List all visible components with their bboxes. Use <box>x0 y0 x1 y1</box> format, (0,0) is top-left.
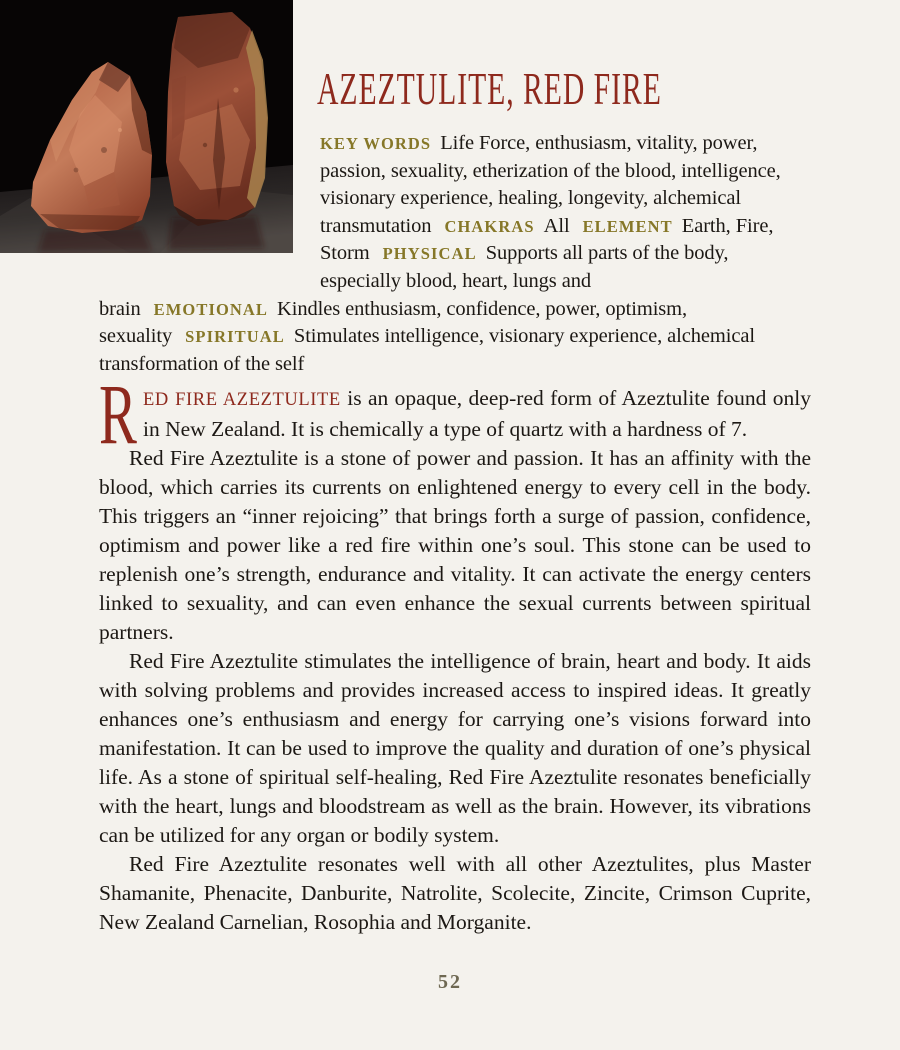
lead-paragraph-text: is an opaque, deep-red form of Azeztulite found only in New Zealand. It is chemically a type of quartz with a hardness of 7. <box>143 386 812 441</box>
photo-wrap-spacer <box>99 130 320 268</box>
body-text <box>99 366 812 937</box>
body-paragraph: Red Fire Azeztulite resonates well with all other Azeztulites, plus Master Shamanite, Phenacite, Danburite, Natrolite, Scolecite, Zincite, Crimson Cuprite, New Zealand Carnelian, Rosophia and Morganite. <box>99 852 811 934</box>
emotional-label: EMOTIONAL <box>153 299 269 319</box>
emotional-text: Kindles enthusiasm, confidence, power, optimism, sexuality <box>99 297 688 348</box>
keywords-block <box>99 130 811 378</box>
element-label: ELEMENT <box>582 216 673 236</box>
drop-cap: R <box>99 366 137 462</box>
element-text: Earth, Fire, Storm <box>320 214 774 265</box>
chakras-text: All <box>543 214 570 237</box>
page-number: 52 <box>438 971 462 993</box>
body-paragraph: Red Fire Azeztulite is a stone of power and passion. It has an affinity with the blood, which carries its currents on enlightened energy to every cell in the body. This triggers an “inner rejoicing” that brings forth a surge of passion, confidence, optimism and power like a red fire within one’s soul. This stone can be used to replenish one’s strength, endurance and vitality. It can activate the energy centers linked to sexuality, and can even enhance the sexual currents between spiritual partners. <box>99 446 811 644</box>
spiritual-text: Stimulates intelligence, visionary experience, alchemical transformation of the self <box>99 325 755 375</box>
lead-small-caps: ED FIRE AZEZTULITE <box>143 390 341 410</box>
physical-text: Supports all parts of the body, especially blood, heart, lungs and brain <box>99 242 729 320</box>
chakras-label: CHAKRAS <box>444 216 535 236</box>
physical-label: PHYSICAL <box>382 244 477 264</box>
keywords-text: Life Force, enthusiasm, vitality, power, passion, sexuality, etherization of the blood, intelligence, visionary experience, healing, longevity, alchemical transmutation <box>320 132 781 237</box>
spiritual-label: SPIRITUAL <box>185 327 285 347</box>
keywords-label: KEY WORDS <box>320 134 432 153</box>
lead-paragraph <box>99 366 812 462</box>
body-paragraph: Red Fire Azeztulite stimulates the intelligence of brain, heart and body. It aids with solving problems and provides increased access to inspired ideas. It greatly enhances one’s enthusiasm and energy for carrying one’s visions forward into manifestation. It can be used to improve the quality and duration of one’s physical life. As a stone of spiritual self-healing, Red Fire Azeztulite resonates beneficially with the heart, lungs and bloodstream as well as the brain. However, its vibrations can be utilized for any organ or bodily system. <box>99 649 811 847</box>
entry-title: AZEZTULITE, RED FIRE <box>317 63 662 114</box>
